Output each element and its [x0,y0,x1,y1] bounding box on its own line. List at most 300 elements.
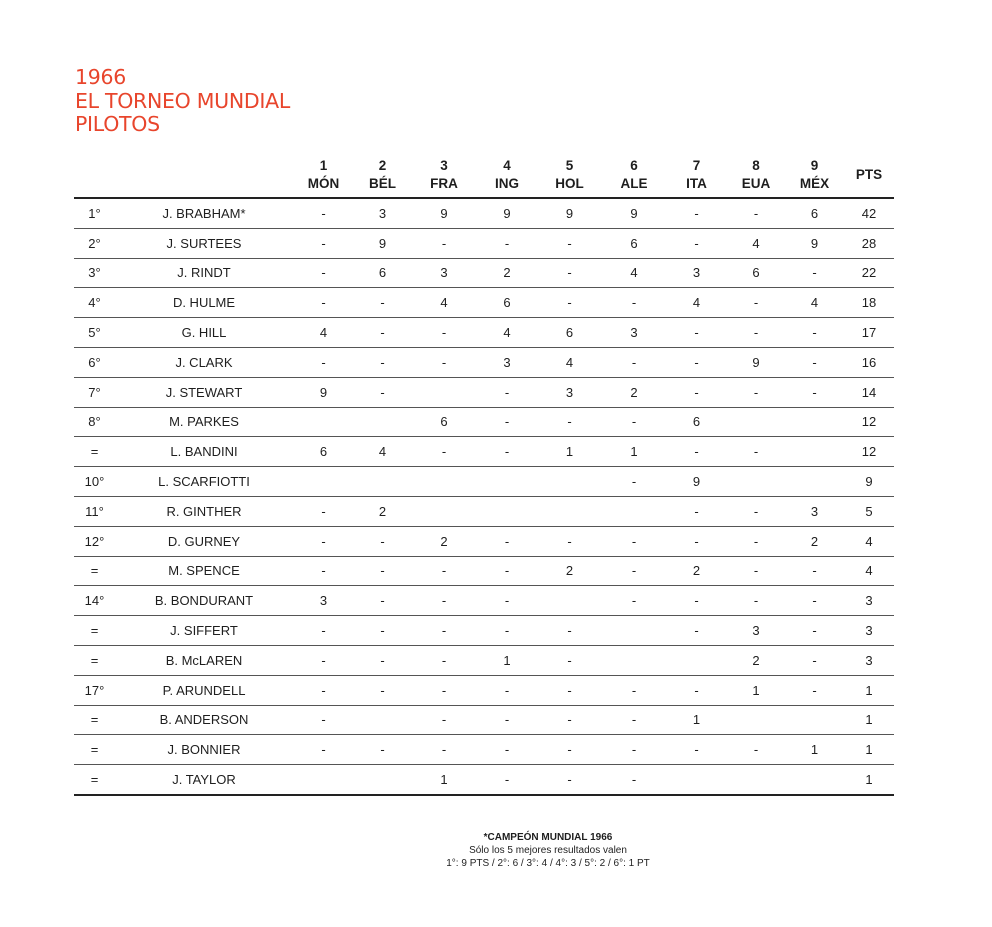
driver-cell: D. GURNEY [115,526,293,556]
result-cell [602,616,666,646]
result-cell: 4 [354,437,411,467]
result-cell: - [354,616,411,646]
result-cell: 2 [666,556,727,586]
race-number: 2 [378,158,387,173]
result-cell: - [477,675,537,705]
title-event: EL TORNEO MUNDIAL [75,88,290,113]
position-cell: 4° [74,288,115,318]
result-cell: - [477,556,537,586]
result-cell: - [293,347,354,377]
result-cell [727,407,785,437]
result-cell: 9 [354,228,411,258]
result-cell: - [537,765,602,795]
position-cell: = [74,437,115,467]
driver-cell: J. STEWART [115,377,293,407]
result-cell: - [727,735,785,765]
table-row [74,198,894,228]
points-cell: 22 [844,258,894,288]
result-cell: 2 [477,258,537,288]
position-cell: 11° [74,496,115,526]
result-cell: 2 [537,556,602,586]
result-cell: 4 [785,288,844,318]
result-cell [727,765,785,795]
points-cell: 3 [844,645,894,675]
result-cell: 6 [537,318,602,348]
result-cell: - [293,705,354,735]
result-cell [411,467,477,497]
position-cell: = [74,765,115,795]
result-cell: 4 [666,288,727,318]
result-cell: - [411,228,477,258]
race-header [411,153,477,198]
points-cell: 12 [844,407,894,437]
position-header [74,153,115,198]
driver-cell: G. HILL [115,318,293,348]
points-cell: 3 [844,616,894,646]
driver-cell: P. ARUNDELL [115,675,293,705]
result-cell: - [537,407,602,437]
result-cell: - [785,556,844,586]
result-cell: - [666,347,727,377]
result-cell: - [602,526,666,556]
result-cell: - [785,586,844,616]
result-cell [354,407,411,437]
result-cell: - [411,645,477,675]
race-number: 7 [692,158,701,173]
result-cell: - [602,556,666,586]
result-cell: - [293,556,354,586]
table-row [74,318,894,348]
result-cell: - [293,288,354,318]
driver-cell: M. PARKES [115,407,293,437]
driver-cell: J. RINDT [115,258,293,288]
points-cell: 14 [844,377,894,407]
result-cell: - [727,377,785,407]
result-cell: - [666,496,727,526]
table-row [74,467,894,497]
position-cell: 10° [74,467,115,497]
result-cell [477,467,537,497]
points-cell: 1 [844,705,894,735]
table-row [74,705,894,735]
result-cell: - [411,675,477,705]
result-cell [785,467,844,497]
title-year: 1966 [75,65,126,89]
result-cell: - [727,526,785,556]
result-cell: - [477,765,537,795]
driver-cell: J. CLARK [115,347,293,377]
result-cell: 3 [727,616,785,646]
result-cell [602,645,666,675]
result-cell: - [666,318,727,348]
result-cell: - [785,675,844,705]
result-cell: 1 [785,735,844,765]
table-row [74,258,894,288]
result-cell: - [477,228,537,258]
result-cell: - [602,705,666,735]
result-cell: - [537,735,602,765]
table-row [74,407,894,437]
result-cell [727,705,785,735]
points-cell: 9 [844,467,894,497]
result-cell: 9 [727,347,785,377]
result-cell: - [602,347,666,377]
result-cell: - [537,705,602,735]
driver-cell: J. SURTEES [115,228,293,258]
result-cell: - [293,496,354,526]
table-row [74,437,894,467]
race-header [785,153,844,198]
result-cell [785,437,844,467]
result-cell: - [602,765,666,795]
result-cell: 1 [411,765,477,795]
driver-cell: R. GINTHER [115,496,293,526]
result-cell: 1 [477,645,537,675]
points-cell: 42 [844,198,894,228]
position-cell: 3° [74,258,115,288]
points-cell: 1 [844,735,894,765]
driver-cell: M. SPENCE [115,556,293,586]
result-cell: 9 [477,198,537,228]
result-cell: - [537,526,602,556]
result-cell: - [354,556,411,586]
result-cell: 4 [477,318,537,348]
table-row [74,765,894,795]
race-number: 8 [752,158,760,173]
driver-cell: B. BONDURANT [115,586,293,616]
table-row [74,347,894,377]
result-cell: - [354,377,411,407]
result-cell: 4 [727,228,785,258]
points-cell: 3 [844,586,894,616]
driver-cell: J. SIFFERT [115,616,293,646]
points-cell: 4 [844,526,894,556]
result-cell: - [537,258,602,288]
result-cell: - [354,288,411,318]
result-cell: 6 [293,437,354,467]
result-cell: - [293,645,354,675]
result-cell: 1 [666,705,727,735]
result-cell: 4 [411,288,477,318]
result-cell: - [666,437,727,467]
result-cell: - [537,288,602,318]
points-cell: 1 [844,675,894,705]
race-header [666,153,727,198]
race-number: 9 [810,158,819,173]
result-cell: - [477,705,537,735]
result-cell [785,705,844,735]
result-cell: 3 [293,586,354,616]
result-cell: 6 [477,288,537,318]
result-cell: - [727,437,785,467]
result-cell: - [666,228,727,258]
result-cell: 4 [602,258,666,288]
result-cell: - [537,675,602,705]
result-cell: - [666,616,727,646]
result-cell: - [727,586,785,616]
result-cell: 1 [727,675,785,705]
result-cell: - [293,198,354,228]
standings-body [74,198,894,795]
result-cell: - [293,258,354,288]
result-cell: - [666,377,727,407]
table-row [74,496,894,526]
position-cell: 14° [74,586,115,616]
result-cell: 6 [354,258,411,288]
driver-header [115,153,293,198]
result-cell [666,765,727,795]
header-row [74,153,894,198]
points-cell: 1 [844,765,894,795]
result-cell: - [537,616,602,646]
result-cell: 6 [727,258,785,288]
points-header: PTS [844,153,894,198]
footnote-rule: Sólo los 5 mejores resultados valen [469,845,627,856]
position-cell: = [74,645,115,675]
result-cell: 6 [666,407,727,437]
result-cell: - [477,407,537,437]
result-cell: - [666,586,727,616]
points-cell: 16 [844,347,894,377]
result-cell: 4 [293,318,354,348]
result-cell: - [727,318,785,348]
result-cell: - [411,318,477,348]
result-cell: - [602,407,666,437]
result-cell [411,496,477,526]
result-cell: 2 [785,526,844,556]
result-cell [411,377,477,407]
result-cell: 9 [666,467,727,497]
table-row [74,735,894,765]
result-cell: - [354,526,411,556]
result-cell [602,496,666,526]
result-cell: - [354,318,411,348]
table-row [74,228,894,258]
result-cell: 9 [785,228,844,258]
driver-cell: J. BRABHAM* [115,198,293,228]
result-cell: 1 [602,437,666,467]
result-cell: 6 [785,198,844,228]
result-cell [666,645,727,675]
result-cell: 3 [477,347,537,377]
result-cell: - [537,645,602,675]
result-cell: - [411,347,477,377]
race-number: 6 [630,158,638,173]
table-row [74,586,894,616]
table-row [74,377,894,407]
result-cell: - [354,675,411,705]
result-cell: - [602,288,666,318]
result-cell: - [602,675,666,705]
result-cell: - [477,616,537,646]
result-cell: - [293,526,354,556]
result-cell [785,765,844,795]
table-row [74,645,894,675]
result-cell: 6 [411,407,477,437]
result-cell [537,496,602,526]
result-cell: - [411,735,477,765]
position-cell: 17° [74,675,115,705]
points-cell: 28 [844,228,894,258]
race-number: 4 [503,158,511,173]
result-cell: - [666,735,727,765]
position-cell: 5° [74,318,115,348]
result-cell: - [666,526,727,556]
table-row [74,675,894,705]
result-cell: - [354,645,411,675]
result-cell [785,407,844,437]
result-cell: - [727,288,785,318]
result-cell [293,467,354,497]
points-cell: 5 [844,496,894,526]
driver-cell: J. BONNIER [115,735,293,765]
position-cell: 2° [74,228,115,258]
race-header [727,153,785,198]
result-cell: - [602,586,666,616]
result-cell: - [785,258,844,288]
result-cell: - [354,347,411,377]
result-cell: 3 [602,318,666,348]
result-cell: - [293,616,354,646]
result-cell: 3 [537,377,602,407]
standings-table [74,153,894,796]
position-cell: 1° [74,198,115,228]
points-cell: 17 [844,318,894,348]
points-cell: 4 [844,556,894,586]
race-header [354,153,411,198]
footnote-title: *CAMPEÓN MUNDIAL 1966 [483,832,613,843]
table-row [74,288,894,318]
driver-cell: B. McLAREN [115,645,293,675]
result-cell [293,407,354,437]
driver-cell: L. BANDINI [115,437,293,467]
driver-cell: L. SCARFIOTTI [115,467,293,497]
result-cell: 2 [354,496,411,526]
result-cell: - [477,526,537,556]
result-cell: - [411,556,477,586]
table-row [74,616,894,646]
result-cell: - [785,347,844,377]
race-header [602,153,666,198]
points-cell: 18 [844,288,894,318]
position-cell: 6° [74,347,115,377]
result-cell: - [477,735,537,765]
race-country: FRA [430,176,458,191]
result-cell: 3 [411,258,477,288]
result-cell: - [477,437,537,467]
result-cell: - [785,318,844,348]
result-cell [537,467,602,497]
result-cell: 3 [354,198,411,228]
position-cell: = [74,616,115,646]
result-cell: - [666,675,727,705]
result-cell: - [354,735,411,765]
driver-cell: J. TAYLOR [115,765,293,795]
race-number: 5 [565,158,574,173]
result-cell [354,765,411,795]
race-header [477,153,537,198]
result-cell: 4 [537,347,602,377]
page-title [75,66,495,137]
position-cell: 8° [74,407,115,437]
result-cell: 6 [602,228,666,258]
result-cell: - [293,228,354,258]
points-cell: 12 [844,437,894,467]
result-cell: - [727,496,785,526]
race-country: MÓN [307,176,340,191]
result-cell: - [354,586,411,616]
result-cell: - [785,645,844,675]
driver-cell: D. HULME [115,288,293,318]
race-country: ALE [620,176,648,191]
result-cell: 2 [727,645,785,675]
result-cell: - [727,198,785,228]
result-cell: 9 [537,198,602,228]
race-country: MÉX [799,176,830,191]
race-country: EUA [741,176,771,191]
race-number: 1 [319,158,328,173]
result-cell: 9 [602,198,666,228]
result-cell: - [785,616,844,646]
result-cell: - [293,675,354,705]
race-header [537,153,602,198]
table-row [74,556,894,586]
result-cell: - [727,556,785,586]
result-cell: 1 [537,437,602,467]
position-cell: 12° [74,526,115,556]
driver-cell: B. ANDERSON [115,705,293,735]
result-cell: - [411,616,477,646]
result-cell: 2 [411,526,477,556]
race-country: HOL [555,176,584,191]
result-cell [537,586,602,616]
result-cell: 3 [785,496,844,526]
footnote-points: 1°: 9 PTS / 2°: 6 / 3°: 4 / 4°: 3 / 5°: 2 / 6°: 1 PT [446,858,650,869]
result-cell: - [411,705,477,735]
position-cell: 7° [74,377,115,407]
result-cell: - [602,735,666,765]
race-number: 3 [440,158,448,173]
result-cell: 9 [293,377,354,407]
result-cell [354,705,411,735]
result-cell: - [602,467,666,497]
result-cell: - [477,377,537,407]
race-country: ITA [686,176,707,191]
position-cell: = [74,705,115,735]
position-cell: = [74,556,115,586]
result-cell: - [666,198,727,228]
result-cell: 3 [666,258,727,288]
position-cell: = [74,735,115,765]
result-cell: 2 [602,377,666,407]
result-cell: - [785,377,844,407]
result-cell: - [411,586,477,616]
result-cell [727,467,785,497]
footnote [338,831,758,870]
race-header [293,153,354,198]
race-country: ING [494,176,519,191]
title-category: PILOTOS [75,112,160,136]
result-cell [293,765,354,795]
result-cell: - [293,735,354,765]
result-cell: - [411,437,477,467]
result-cell: - [537,228,602,258]
result-cell [354,467,411,497]
result-cell: - [477,586,537,616]
result-cell [477,496,537,526]
table-row [74,526,894,556]
result-cell: 9 [411,198,477,228]
